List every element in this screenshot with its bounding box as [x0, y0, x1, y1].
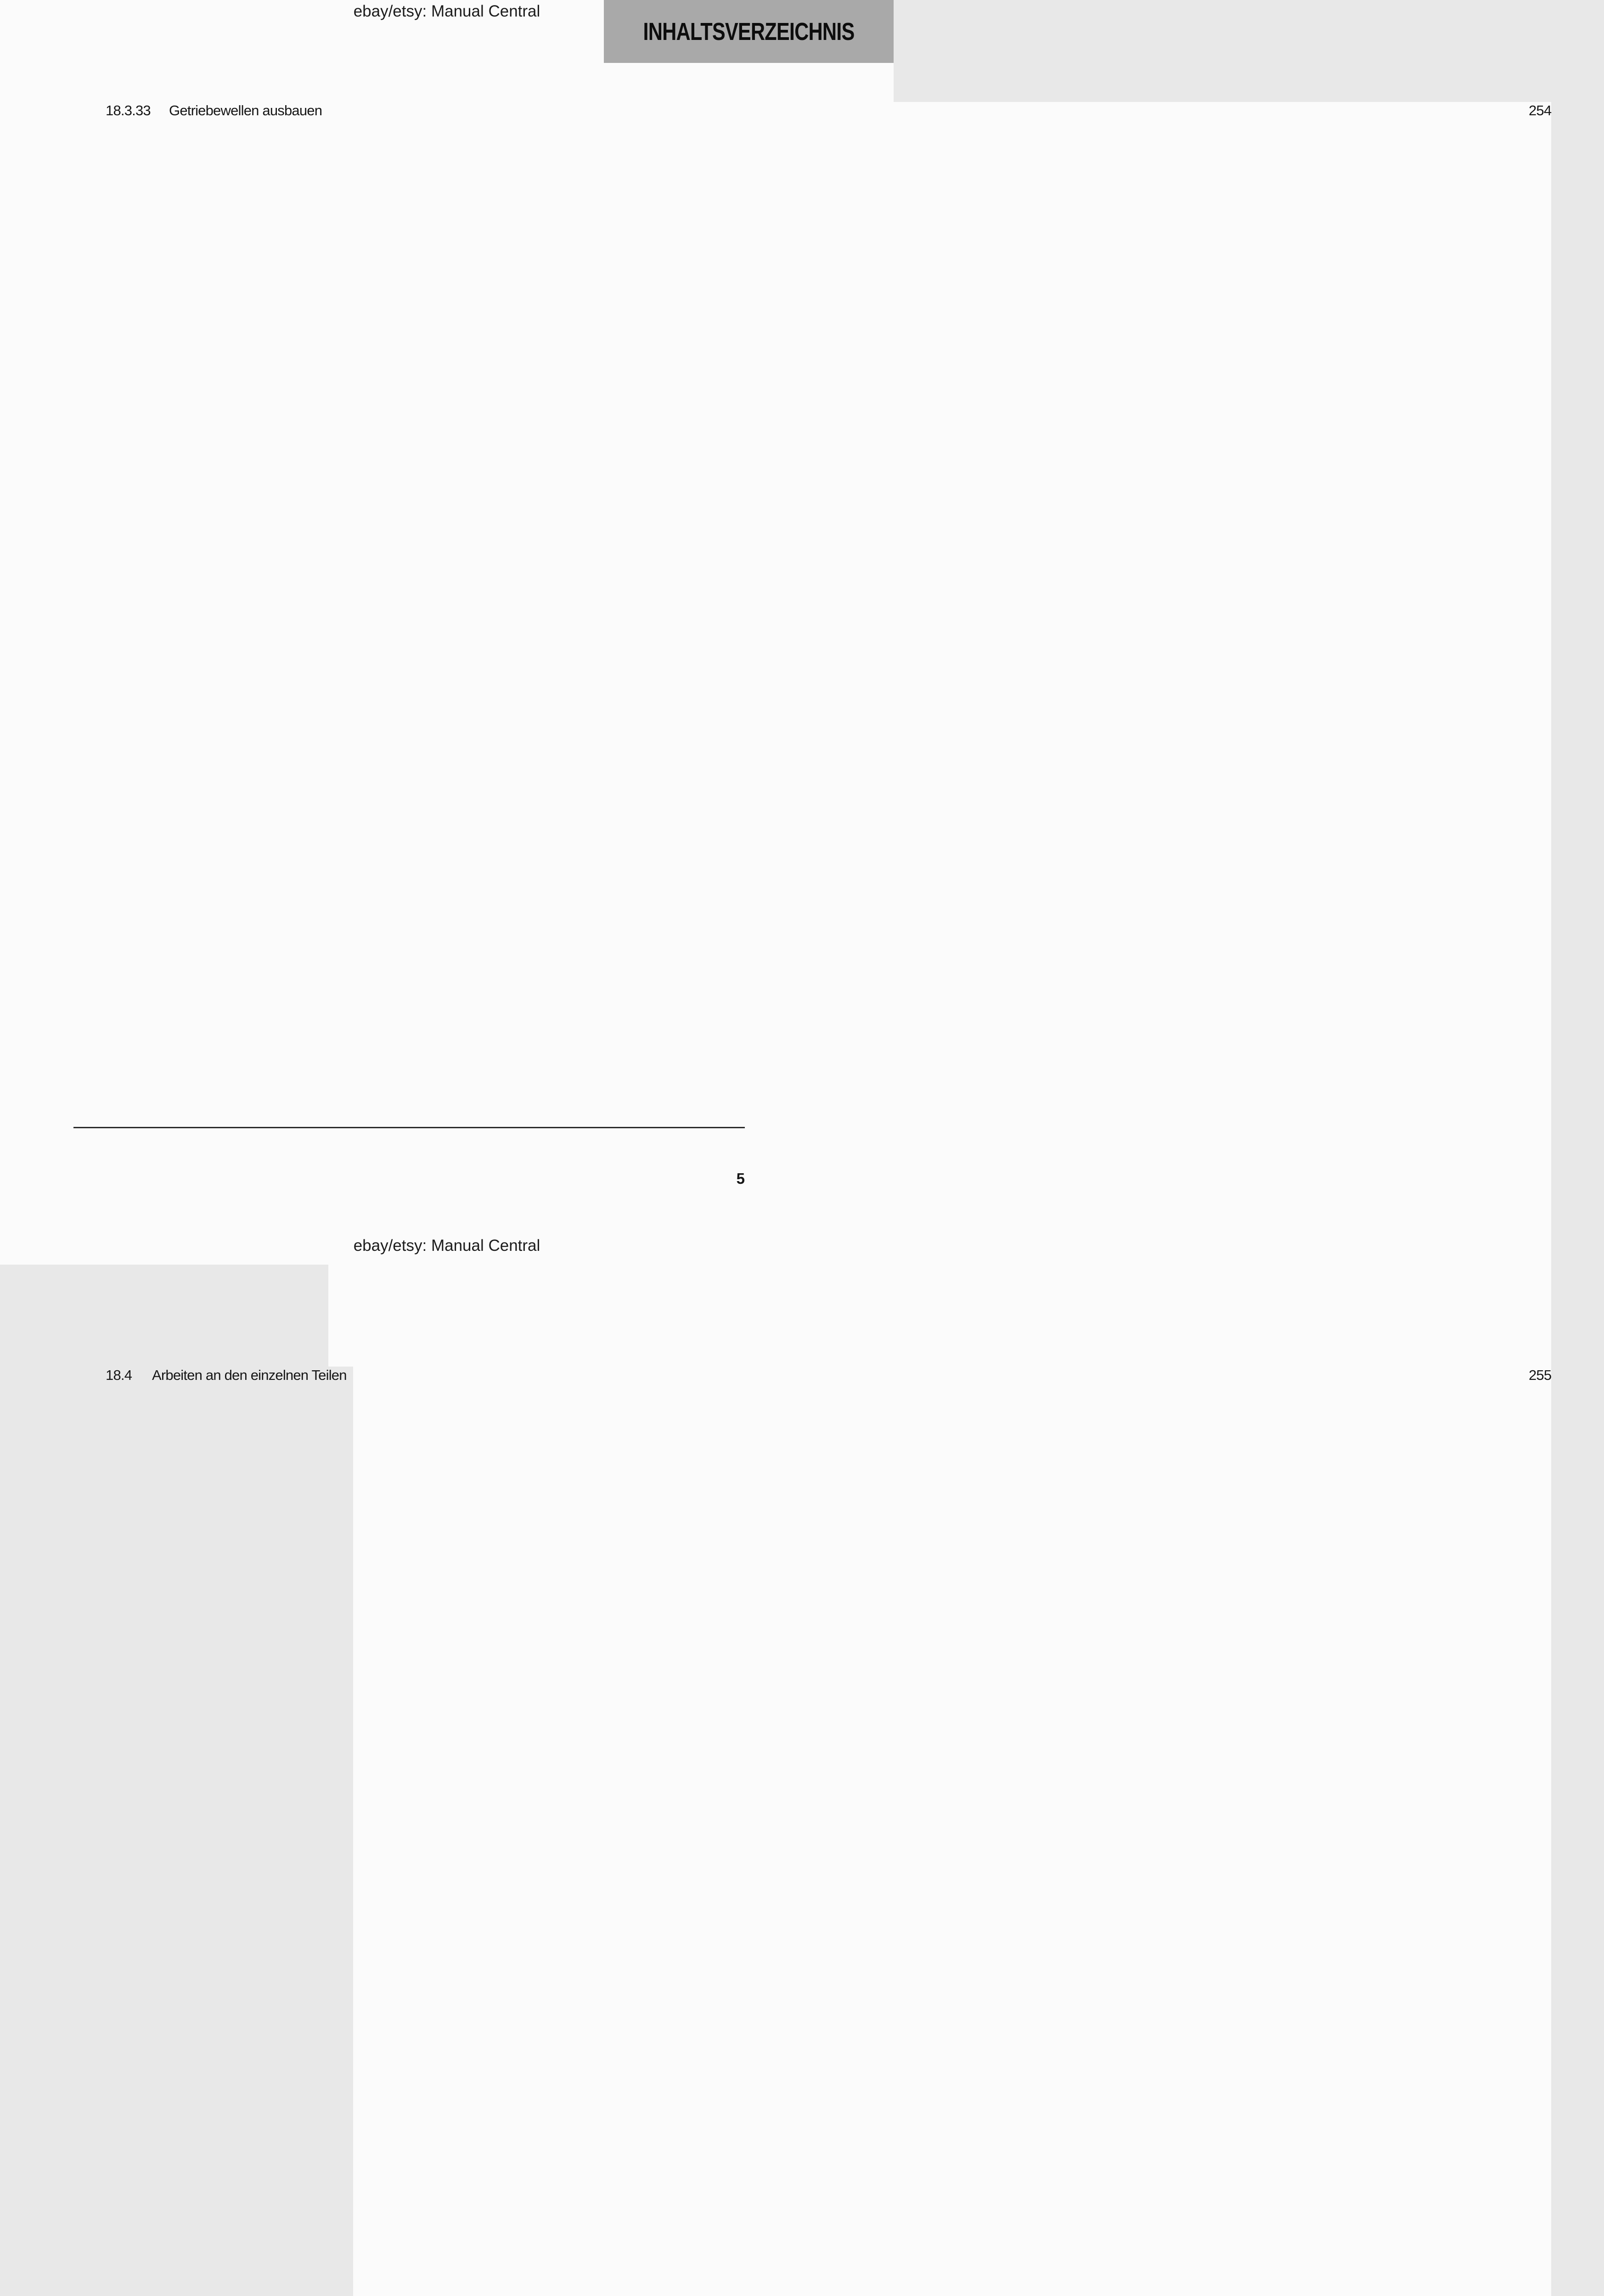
- entry-number: 18.3.33: [106, 102, 151, 118]
- toc-column-left: [106, 102, 396, 2296]
- entry-title: Getriebewellen ausbauen: [169, 102, 322, 118]
- toc-entry-line: [106, 102, 396, 1367]
- entry-number: 18.4: [106, 1367, 132, 1383]
- entry-page: 254: [658, 102, 1551, 1367]
- section-banner-title: INHALTSVERZEICHNIS: [643, 17, 855, 45]
- section-banner: [604, 0, 894, 63]
- page-number: 5: [736, 1170, 745, 1187]
- document-footer-title: ebay/etsy: Manual Central: [353, 1237, 540, 1255]
- entry-title: Arbeiten an den einzelnen Teilen: [152, 1367, 347, 1383]
- toc-entry-line: [106, 1367, 396, 2296]
- document-header-title: ebay/etsy: Manual Central: [353, 2, 540, 20]
- entry-page: 255: [658, 1367, 1551, 2296]
- footer-rule: [73, 1127, 745, 1128]
- table-of-contents: [106, 102, 1552, 2296]
